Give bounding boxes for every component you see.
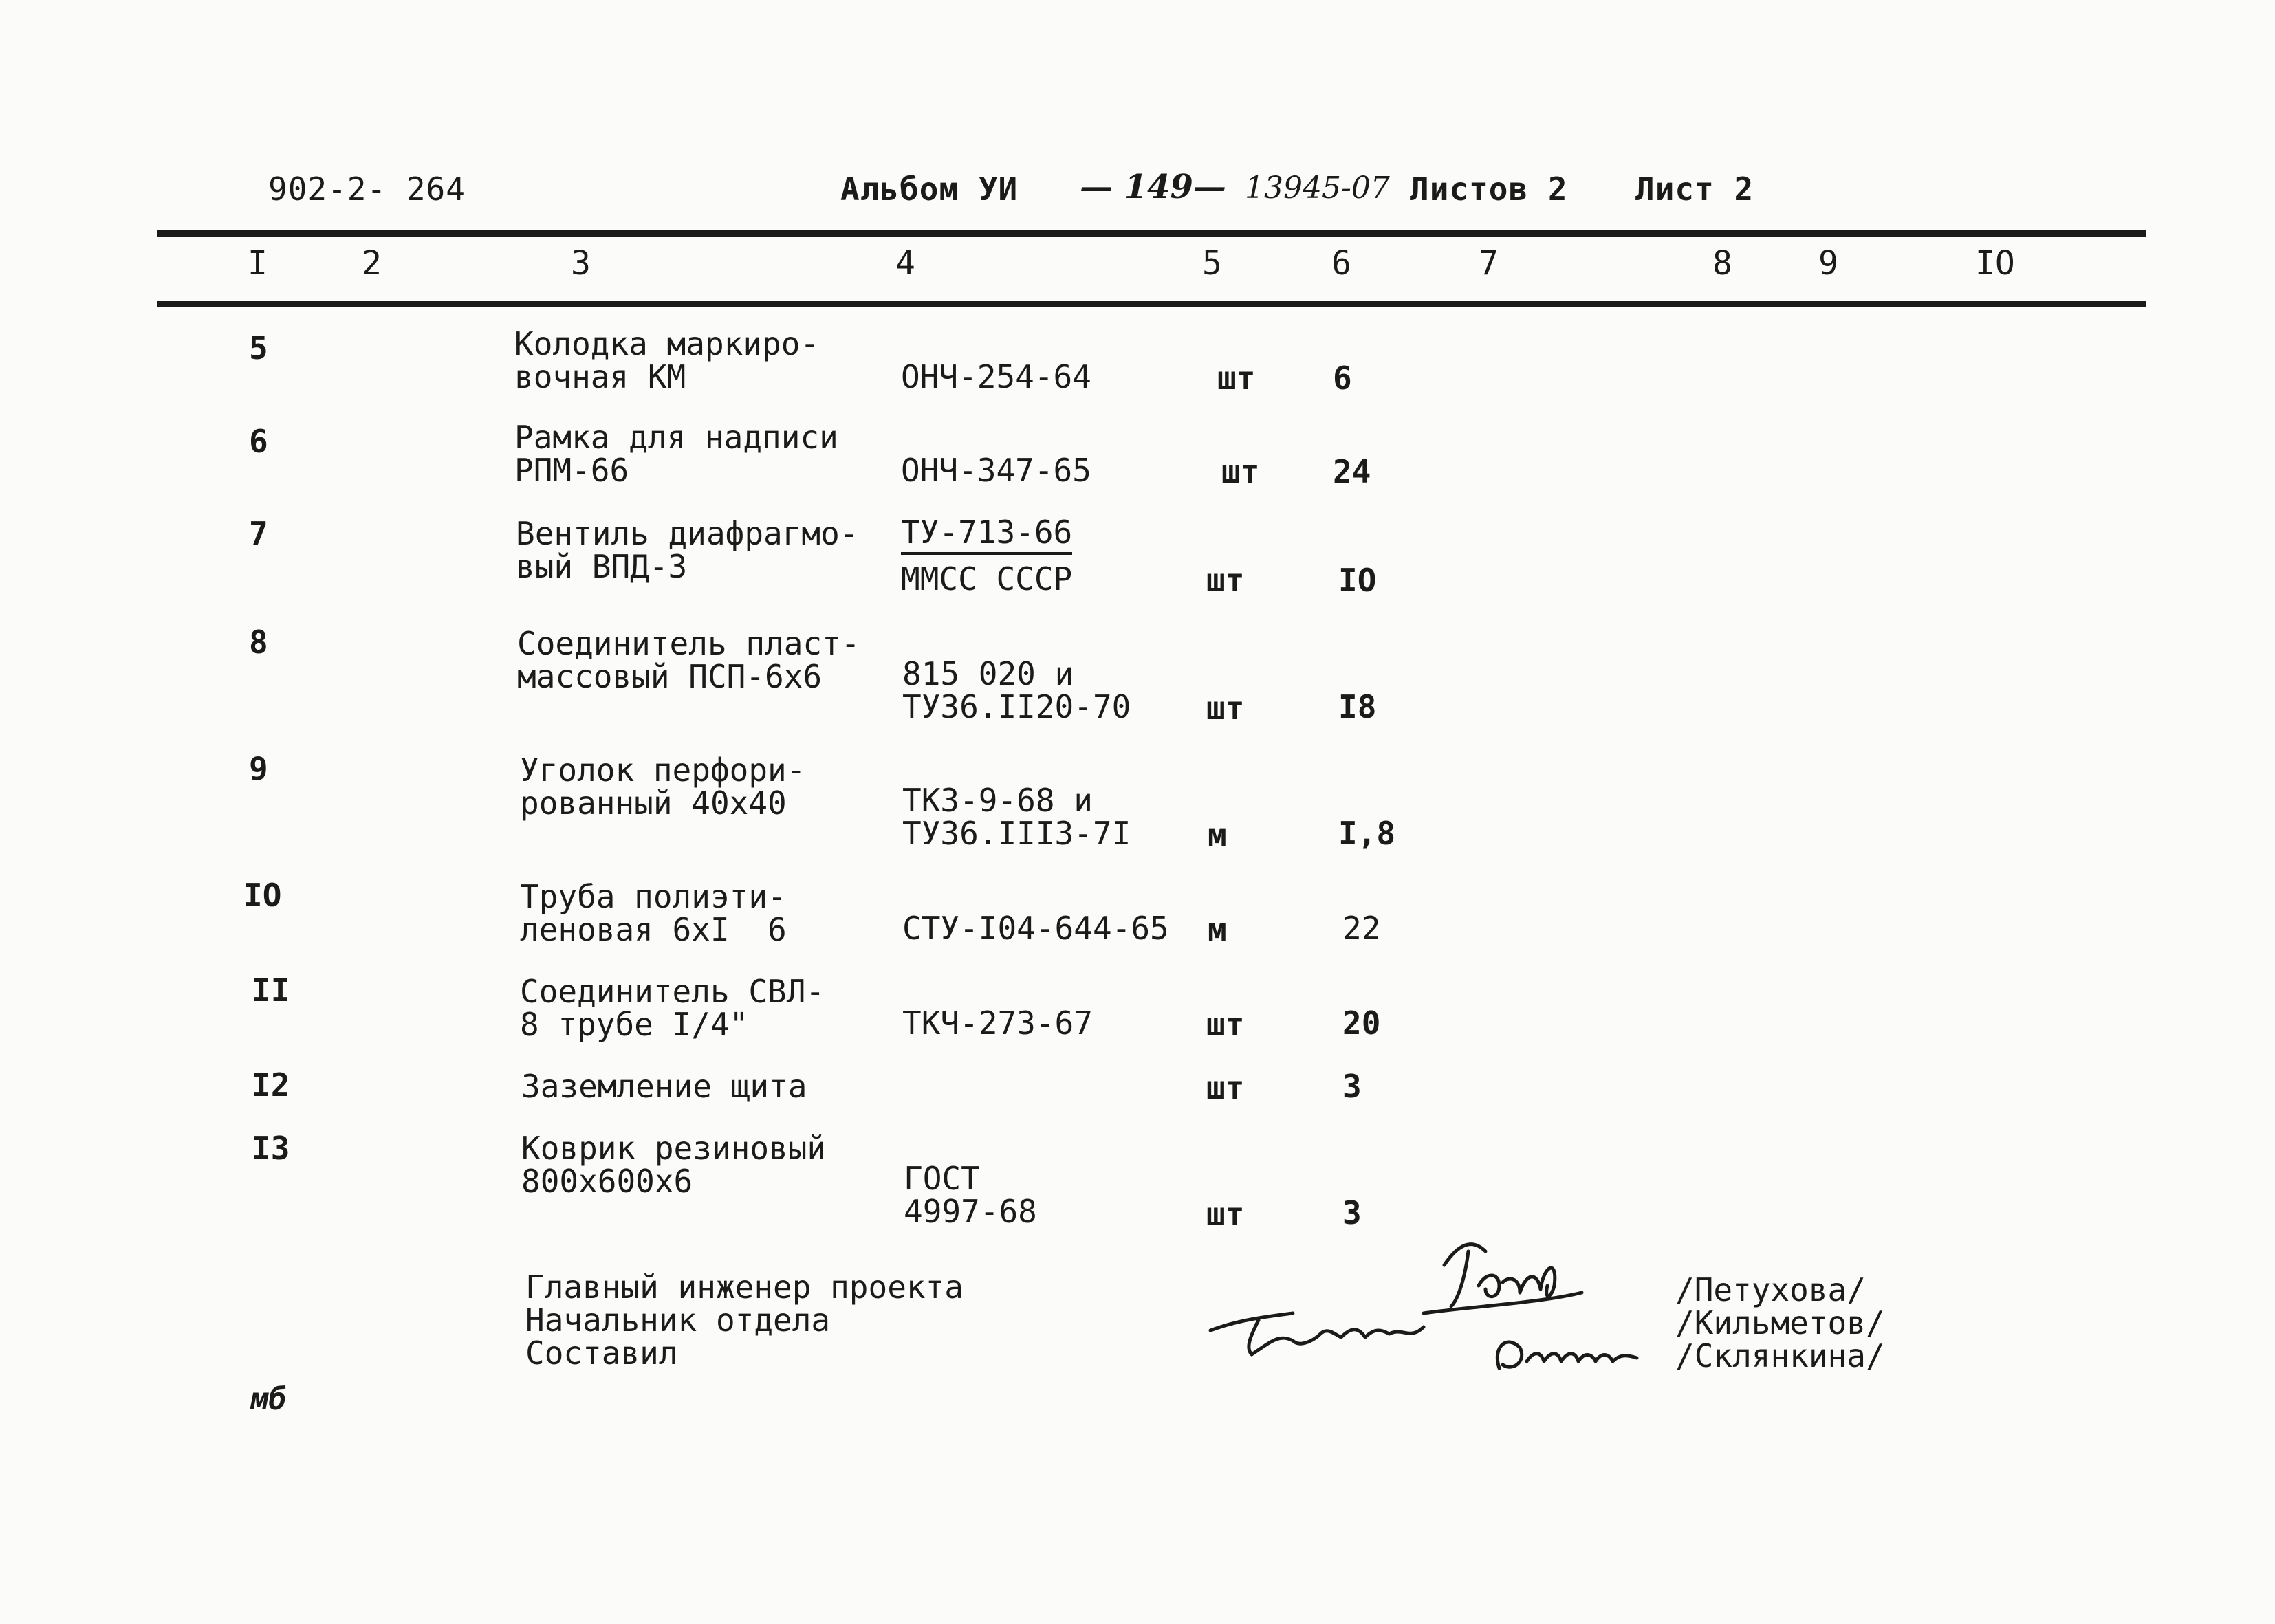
- item-quantity: 24: [1333, 453, 1371, 490]
- item-unit: м: [1208, 816, 1227, 853]
- column-number-7: 7: [1479, 244, 1499, 283]
- column-number-2: 2: [362, 244, 382, 283]
- row-number: IO: [243, 877, 282, 914]
- signature-role-department-head: Начальник отдела: [525, 1302, 831, 1339]
- item-unit: м: [1208, 911, 1227, 948]
- item-document-standard-text: ТУ-713-66: [901, 514, 1072, 555]
- item-quantity: 22: [1342, 910, 1381, 947]
- column-number-8: 8: [1712, 244, 1732, 283]
- row-number: 6: [249, 423, 268, 460]
- item-document-standard: [901, 516, 1072, 549]
- item-unit: шт: [1221, 453, 1260, 490]
- column-number-6: 6: [1331, 244, 1351, 283]
- item-name: Заземление щита: [521, 1068, 807, 1105]
- row-number: I3: [252, 1130, 290, 1167]
- item-quantity: 3: [1342, 1194, 1362, 1231]
- sheet-number: Лист 2: [1635, 171, 1754, 208]
- item-unit: шт: [1206, 1006, 1245, 1043]
- footer-mark: мб: [250, 1382, 287, 1417]
- item-document: ГОСТ 4997-68: [904, 1160, 1037, 1230]
- handwritten-signatures: [1197, 1224, 1678, 1403]
- item-name: Уголок перфори- рованный 40х40: [520, 751, 806, 822]
- item-unit: шт: [1206, 1196, 1245, 1233]
- item-document: ТКЧ-273-67: [902, 1005, 1093, 1042]
- item-quantity: 6: [1333, 360, 1352, 397]
- item-unit: шт: [1206, 690, 1245, 727]
- signature-name-kilmetov: /Кильметов/: [1675, 1304, 1885, 1341]
- document-code: 902-2- 264: [268, 171, 466, 208]
- item-name: Колодка маркиро- вочная КМ: [514, 325, 820, 395]
- item-quantity: 3: [1342, 1068, 1362, 1105]
- item-name: Соединитель пласт- массовый ПСП-6х6: [517, 625, 860, 695]
- item-unit: шт: [1206, 1069, 1245, 1106]
- item-name: Труба полиэти- леновая 6хI 6: [520, 878, 787, 948]
- signature-name-petukhova: /Петухова/: [1675, 1271, 1866, 1308]
- page-mark: — 149—: [1080, 168, 1226, 206]
- column-number-1: I: [248, 244, 268, 283]
- signature-role-chief-engineer: Главный инженер проекта: [525, 1269, 964, 1306]
- column-number-10: IO: [1975, 244, 2015, 283]
- row-number: I2: [252, 1066, 290, 1104]
- sheets-total: Листов 2: [1410, 171, 1568, 208]
- signature-name-sklyankina: /Склянкина/: [1675, 1337, 1885, 1374]
- item-name: Коврик резиновый 800х600х6: [521, 1130, 827, 1200]
- item-quantity: 20: [1342, 1005, 1381, 1042]
- album-label: Альбом УИ: [840, 171, 1019, 208]
- item-document: ОНЧ-254-64: [901, 358, 1091, 395]
- item-document: ММСС СССР: [901, 560, 1073, 597]
- row-number: 7: [249, 515, 268, 552]
- item-document: ТК3-9-68 и ТУ36.III3-7I: [902, 782, 1131, 852]
- column-number-4: 4: [895, 244, 915, 283]
- item-name: Вентиль диафрагмо- вый ВПД-3: [516, 515, 859, 585]
- item-name: Соединитель СВЛ- 8 трубе I/4": [520, 973, 825, 1043]
- header-bottom-rule: [157, 301, 2146, 307]
- item-unit: шт: [1206, 562, 1245, 599]
- item-document: СТУ-I04-644-65: [902, 910, 1169, 947]
- row-number: 9: [249, 750, 268, 787]
- row-number: 8: [249, 624, 268, 661]
- column-number-9: 9: [1818, 244, 1838, 283]
- item-document: ОНЧ-347-65: [901, 452, 1091, 489]
- item-quantity: IO: [1338, 562, 1377, 599]
- top-rule: [157, 230, 2146, 237]
- column-number-3: 3: [571, 244, 591, 283]
- signature-role-compiler: Составил: [525, 1335, 678, 1372]
- item-quantity: I8: [1338, 688, 1377, 725]
- item-unit: шт: [1217, 360, 1256, 397]
- row-number: II: [252, 972, 290, 1009]
- column-number-5: 5: [1202, 244, 1222, 283]
- item-document: 815 020 и ТУ36.II20-70: [902, 655, 1131, 725]
- item-name: Рамка для надписи РПМ-66: [514, 419, 838, 489]
- item-quantity: I,8: [1338, 815, 1396, 852]
- row-number: 5: [249, 329, 268, 366]
- order-number: 13945-07: [1245, 171, 1390, 206]
